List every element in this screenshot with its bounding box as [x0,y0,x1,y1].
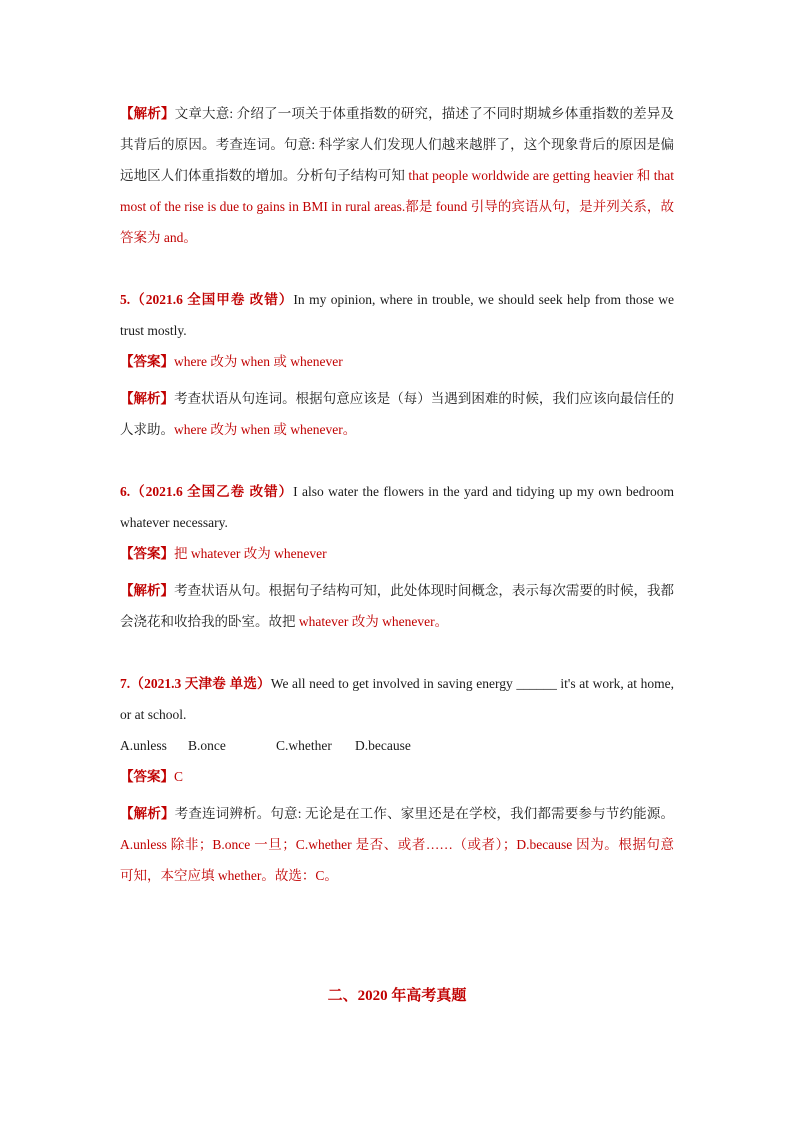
answer-text: C [174,769,184,784]
analysis-7 [120,798,674,891]
analysis-5 [120,383,674,445]
option-a: A.unless [120,738,167,753]
document-page [120,98,674,891]
analysis-text-english: where 改为 when 或 whenever。 [174,422,357,437]
answer-tag: 【答案】 [120,769,174,784]
answer-text: where 改为 when 或 whenever [174,354,343,369]
question-text: I also water the flowers in the yard and tidying up my own bedroom whatever necessary. [120,484,674,530]
answer-7 [120,761,674,792]
analysis-paragraph-p1 [120,98,674,253]
analysis-text-english: A.unless 除非；B.once 一旦；C.whether 是否、或者……（或者）；D.because 因为。根据句意可知，本空应填 whether。故选：C。 [120,837,674,883]
option-b: B.once [188,738,226,753]
answer-5 [120,346,674,377]
question-5 [120,284,674,346]
question-7 [120,668,674,730]
answer-6 [120,538,674,569]
answer-tag: 【答案】 [120,546,174,561]
analysis-tag: 【解析】 [120,391,175,406]
analysis-tag: 【解析】 [120,806,175,821]
question-text: In my opinion, where in trouble, we should seek help from those we trust mostly. [120,292,675,338]
answer-text: 把 whatever 改为 whenever [174,546,327,561]
question-heading: 6.（2021.6 全国乙卷 改错） [120,484,294,499]
question-heading: 7.（2021.3 天津卷 单选） [120,676,271,691]
question-6 [120,476,674,538]
answer-tag: 【答案】 [120,354,174,369]
analysis-tag: 【解析】 [120,583,175,598]
question-text: We all need to get involved in saving energy ______ it's at work, at home, or at school. [120,676,675,722]
options-7 [120,730,674,761]
analysis-tag: 【解析】 [120,106,175,121]
option-d: D.because [355,738,411,753]
analysis-6 [120,575,674,637]
analysis-text: 考查状语从句。根据句子结构可知，此处体现时间概念，表示每次需要的时候，我都会浇花和收拾我的卧室。故把 [120,583,675,629]
option-c: C.whether [276,738,332,753]
analysis-text-english: that people worldwide are getting heavier 和 that most of the rise is due to gains in BMI in rural areas.都是 found 引导的宾语从句，是并列关系，故答案为 and。 [120,168,675,245]
analysis-text-english: whatever 改为 whenever。 [298,614,449,629]
question-heading: 5.（2021.6 全国甲卷 改错） [120,292,294,307]
analysis-text: 考查状语从句连词。根据句意应该是（每）当遇到困难的时候，我们应该向最信任的人求助。 [120,391,675,437]
section-title: 二、2020 年高考真题 [327,988,467,1004]
analysis-text: 文章大意: 介绍了一项关于体重指数的研究，描述了不同时期城乡体重指数的差异及其背后的原因。考查连词。句意: 科学家人们发现人们越来越胖了，这个现象背后的原因是偏远地区人们体重指数的增加。分析句子结构可知 [120,106,674,183]
analysis-text: 考查连词辨析。句意: 无论是在工作、家里还是在学校，我们都需要参与节约能源。 [174,806,674,821]
